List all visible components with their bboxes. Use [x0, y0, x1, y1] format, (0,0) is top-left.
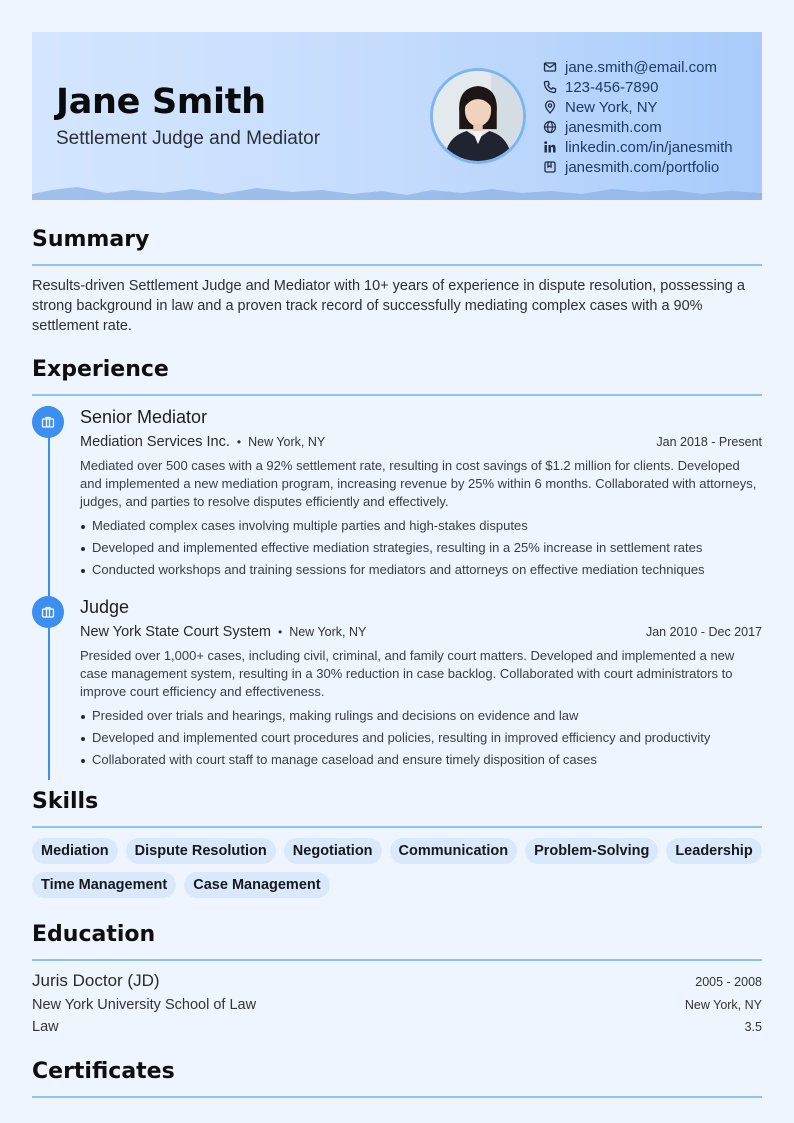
contact-email-text: jane.smith@email.com — [565, 58, 717, 76]
contact-phone[interactable] — [543, 77, 733, 97]
phone-icon — [543, 80, 557, 94]
job-bullet: Developed and implemented court procedures and policies, resulting in improved efficiency and productivity — [80, 727, 762, 749]
separator-dot: • — [236, 435, 242, 449]
job-dates: Jan 2018 - Present — [656, 435, 762, 449]
experience-heading: Experience — [32, 357, 169, 382]
skills-section — [32, 789, 762, 898]
job-description: Mediated over 500 cases with a 92% settlement rate, resulting in cost savings of $1.2 million for clients. Developed and implemented a new mediation program, increasing revenue by 25% within 6 months. Collaborated with attorneys, judges, and parties to resolve disputes efficiently and effectively. — [80, 458, 757, 509]
skill-chip: Problem-Solving — [525, 838, 658, 864]
summary-text: Results-driven Settlement Judge and Mediator with 10+ years of experience in dispute resolution, possessing a strong background in law and a proven track record of successfully mediating complex cases with a 90% settlement rate. — [32, 278, 745, 334]
skills-heading: Skills — [32, 789, 99, 814]
education-section — [32, 922, 762, 1035]
job-company: New York State Court System — [80, 624, 271, 640]
skill-chip: Case Management — [184, 872, 329, 898]
job-entry — [32, 406, 762, 581]
briefcase-icon — [32, 406, 64, 438]
summary-divider — [32, 264, 762, 266]
contact-location-text: New York, NY — [565, 98, 658, 116]
job-bullet: Collaborated with court staff to manage caseload and ensure timely disposition of cases — [80, 749, 762, 771]
candidate-name: Jane Smith — [56, 82, 266, 122]
separator-dot: • — [278, 625, 283, 639]
portfolio-icon — [543, 160, 557, 174]
resume-page — [32, 32, 762, 1098]
job-bullets — [80, 705, 762, 771]
education-school: New York University School of Law — [32, 997, 257, 1013]
contact-phone-text: 123-456-7890 — [565, 78, 659, 96]
job-dates: Jan 2010 - Dec 2017 — [645, 625, 762, 639]
certificates-section — [32, 1059, 762, 1098]
profile-photo-image — [433, 71, 523, 161]
contact-website[interactable] — [543, 117, 733, 137]
contact-portfolio[interactable] — [543, 157, 733, 177]
experience-divider — [32, 394, 762, 396]
job-entry — [32, 596, 762, 771]
education-location: New York, NY — [684, 998, 762, 1012]
contact-list — [543, 57, 733, 177]
summary-heading: Summary — [32, 227, 150, 252]
job-title: Senior Mediator — [80, 407, 208, 427]
job-location: New York, NY — [248, 435, 326, 449]
contact-portfolio-text: janesmith.com/portfolio — [565, 158, 720, 176]
certificates-divider — [32, 1096, 762, 1098]
job-description: Presided over 1,000+ cases, including civil, criminal, and family court matters. Developed and implemented a new case management system, resulting in a 30% reduction in case backlog. Collaborated with court administrators to improve court efficiency and effectiveness. — [80, 648, 735, 699]
education-degree: Juris Doctor (JD) — [32, 971, 160, 990]
contact-website-text: janesmith.com — [565, 118, 662, 136]
briefcase-icon — [32, 596, 64, 628]
job-location: New York, NY — [289, 625, 367, 639]
job-bullet: Developed and implemented effective mediation strategies, resulting in a 25% increase in settlement rates — [80, 537, 762, 559]
education-gpa: 3.5 — [744, 1020, 762, 1034]
education-heading: Education — [32, 922, 156, 947]
linkedin-icon — [543, 140, 557, 154]
resume-header — [32, 32, 762, 200]
contact-linkedin-text: linkedin.com/in/janesmith — [565, 138, 733, 156]
candidate-title: Settlement Judge and Mediator — [56, 128, 321, 149]
job-company: Mediation Services Inc. — [80, 434, 230, 450]
contact-email[interactable] — [543, 57, 733, 77]
skills-divider — [32, 826, 762, 828]
skill-chip: Time Management — [32, 872, 176, 898]
certificates-heading: Certificates — [32, 1059, 175, 1084]
globe-icon — [543, 120, 557, 134]
education-dates: 2005 - 2008 — [695, 975, 762, 989]
job-bullet: Presided over trials and hearings, making rulings and decisions on evidence and law — [80, 705, 762, 727]
mail-icon — [543, 60, 557, 74]
contact-location — [543, 97, 733, 117]
profile-photo — [430, 68, 526, 164]
skill-chip: Leadership — [666, 838, 761, 864]
job-bullet: Mediated complex cases involving multiple parties and high-stakes disputes — [80, 515, 762, 537]
location-pin-icon — [543, 100, 557, 114]
skill-chip: Negotiation — [284, 838, 382, 864]
skill-chip: Dispute Resolution — [126, 838, 276, 864]
skill-chip: Mediation — [32, 838, 118, 864]
job-bullet: Conducted workshops and training sessions for mediators and attorneys on effective mediation techniques — [80, 559, 762, 581]
contact-linkedin[interactable] — [543, 137, 733, 157]
skills-list — [32, 838, 762, 898]
education-divider — [32, 959, 762, 961]
header-wave-decoration — [32, 184, 762, 200]
job-title: Judge — [80, 597, 130, 617]
summary-section — [32, 227, 762, 336]
job-bullets — [80, 515, 762, 581]
experience-section — [32, 357, 762, 771]
education-field: Law — [32, 1019, 59, 1035]
skill-chip: Communication — [390, 838, 518, 864]
